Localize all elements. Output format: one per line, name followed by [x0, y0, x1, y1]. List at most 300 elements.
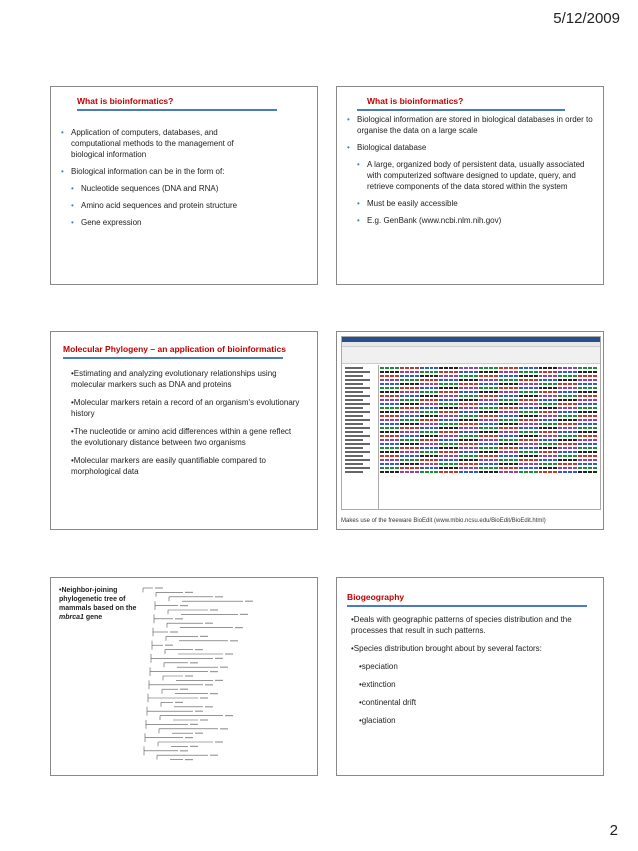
residue-block	[504, 419, 508, 421]
residue-block	[563, 439, 567, 441]
sub-bullet-item: • Amino acid sequences and protein structure	[71, 200, 261, 211]
residue-block	[583, 427, 587, 429]
residue-block	[434, 427, 438, 429]
residue-block	[534, 367, 538, 369]
sequence-name-row	[345, 463, 363, 465]
residue-block	[514, 427, 518, 429]
residue-block	[494, 419, 498, 421]
residue-block	[534, 447, 538, 449]
title-underline	[347, 605, 587, 607]
residue-block	[449, 415, 453, 417]
residue-block	[494, 415, 498, 417]
residue-block	[425, 387, 429, 389]
residue-block	[548, 375, 552, 377]
sequence-row	[380, 439, 598, 441]
residue-block	[548, 435, 552, 437]
residue-block	[593, 467, 597, 469]
residue-block	[425, 439, 429, 441]
residue-block	[534, 399, 538, 401]
residue-block	[548, 431, 552, 433]
residue-block	[568, 399, 572, 401]
residue-block	[390, 435, 394, 437]
residue-block	[400, 403, 404, 405]
residue-block	[539, 403, 543, 405]
residue-block	[405, 371, 409, 373]
residue-block	[563, 387, 567, 389]
residue-block	[434, 463, 438, 465]
residue-block	[484, 455, 488, 457]
residue-block	[529, 463, 533, 465]
residue-block	[519, 383, 523, 385]
residue-block	[464, 403, 468, 405]
sequence-name-row	[345, 435, 370, 437]
residue-block	[514, 447, 518, 449]
residue-block	[534, 467, 538, 469]
residue-block	[558, 463, 562, 465]
residue-block	[439, 383, 443, 385]
residue-block	[524, 371, 528, 373]
residue-block	[534, 403, 538, 405]
residue-block	[484, 471, 488, 473]
residue-block	[573, 459, 577, 461]
residue-block	[514, 423, 518, 425]
residue-block	[553, 435, 557, 437]
residue-block	[543, 375, 547, 377]
residue-block	[479, 391, 483, 393]
residue-block	[553, 411, 557, 413]
slide-what-is-bioinformatics-1	[50, 86, 318, 285]
residue-block	[469, 467, 473, 469]
residue-block	[553, 439, 557, 441]
residue-block	[464, 407, 468, 409]
residue-block	[439, 431, 443, 433]
residue-block	[439, 375, 443, 377]
residue-block	[385, 411, 389, 413]
residue-block	[593, 387, 597, 389]
residue-block	[558, 407, 562, 409]
residue-block	[529, 407, 533, 409]
residue-block	[529, 399, 533, 401]
residue-block	[430, 395, 434, 397]
residue-block	[548, 451, 552, 453]
residue-block	[568, 387, 572, 389]
residue-block	[568, 471, 572, 473]
residue-block	[395, 371, 399, 373]
residue-block	[588, 459, 592, 461]
residue-block	[434, 459, 438, 461]
residue-block	[454, 367, 458, 369]
residue-block	[499, 375, 503, 377]
residue-block	[405, 451, 409, 453]
residue-block	[563, 383, 567, 385]
residue-block	[474, 407, 478, 409]
residue-block	[469, 447, 473, 449]
residue-block	[543, 411, 547, 413]
residue-block	[514, 383, 518, 385]
residue-block	[543, 451, 547, 453]
residue-block	[454, 379, 458, 381]
residue-block	[529, 459, 533, 461]
residue-block	[400, 375, 404, 377]
residue-block	[479, 419, 483, 421]
residue-block	[573, 451, 577, 453]
residue-block	[529, 435, 533, 437]
residue-block	[563, 407, 567, 409]
residue-block	[395, 395, 399, 397]
residue-block	[434, 455, 438, 457]
residue-block	[415, 435, 419, 437]
residue-block	[434, 443, 438, 445]
residue-block	[539, 427, 543, 429]
residue-block	[499, 387, 503, 389]
residue-block	[464, 371, 468, 373]
residue-block	[469, 471, 473, 473]
residue-block	[444, 451, 448, 453]
residue-block	[415, 371, 419, 373]
sequence-row	[380, 391, 598, 393]
title-underline	[77, 109, 277, 111]
sequence-name-row	[345, 471, 363, 473]
residue-block	[568, 419, 572, 421]
residue-block	[548, 415, 552, 417]
residue-block	[469, 371, 473, 373]
residue-block	[390, 427, 394, 429]
residue-block	[449, 403, 453, 405]
residue-block	[434, 435, 438, 437]
residue-block	[454, 459, 458, 461]
residue-block	[479, 383, 483, 385]
residue-block	[583, 387, 587, 389]
residue-block	[385, 459, 389, 461]
residue-block	[474, 391, 478, 393]
residue-block	[509, 375, 513, 377]
residue-block	[400, 467, 404, 469]
residue-block	[469, 435, 473, 437]
residue-block	[434, 403, 438, 405]
residue-block	[519, 407, 523, 409]
residue-block	[479, 371, 483, 373]
residue-block	[558, 367, 562, 369]
residue-block	[444, 379, 448, 381]
residue-block	[425, 423, 429, 425]
residue-block	[499, 367, 503, 369]
residue-block	[430, 443, 434, 445]
residue-block	[395, 423, 399, 425]
residue-block	[593, 415, 597, 417]
residue-block	[400, 435, 404, 437]
residue-block	[524, 431, 528, 433]
residue-block	[434, 411, 438, 413]
residue-block	[539, 435, 543, 437]
residue-block	[499, 407, 503, 409]
residue-block	[425, 459, 429, 461]
residue-block	[390, 463, 394, 465]
residue-block	[425, 403, 429, 405]
residue-block	[494, 471, 498, 473]
bioedit-alignment-image	[341, 336, 601, 510]
residue-block	[534, 395, 538, 397]
residue-block	[469, 427, 473, 429]
residue-block	[509, 431, 513, 433]
residue-block	[534, 427, 538, 429]
residue-block	[385, 427, 389, 429]
residue-block	[395, 411, 399, 413]
residue-block	[524, 391, 528, 393]
residue-block	[474, 387, 478, 389]
residue-block	[439, 411, 443, 413]
residue-block	[534, 459, 538, 461]
residue-block	[548, 419, 552, 421]
bullet-item: • Biological information are stored in biological databases in order to organise the data on a large scale	[347, 114, 599, 136]
residue-block	[499, 459, 503, 461]
residue-block	[593, 407, 597, 409]
residue-block	[514, 371, 518, 373]
residue-block	[434, 423, 438, 425]
residue-block	[534, 431, 538, 433]
residue-block	[553, 459, 557, 461]
sequence-row	[380, 383, 598, 385]
residue-block	[444, 431, 448, 433]
sequence-row	[380, 459, 598, 461]
residue-block	[529, 451, 533, 453]
residue-block	[434, 451, 438, 453]
residue-block	[573, 391, 577, 393]
residue-block	[400, 423, 404, 425]
residue-block	[588, 463, 592, 465]
residue-block	[385, 407, 389, 409]
residue-block	[504, 383, 508, 385]
residue-block	[573, 435, 577, 437]
residue-block	[380, 403, 384, 405]
residue-block	[578, 447, 582, 449]
residue-block	[593, 403, 597, 405]
residue-block	[410, 455, 414, 457]
residue-block	[449, 443, 453, 445]
residue-block	[380, 427, 384, 429]
residue-block	[484, 435, 488, 437]
residue-block	[474, 379, 478, 381]
slide-molecular-phylogeny	[50, 331, 318, 530]
residue-block	[385, 399, 389, 401]
residue-block	[543, 371, 547, 373]
residue-block	[539, 407, 543, 409]
residue-block	[529, 391, 533, 393]
residue-block	[439, 391, 443, 393]
residue-block	[410, 383, 414, 385]
residue-block	[469, 443, 473, 445]
residue-block	[514, 379, 518, 381]
residue-block	[449, 375, 453, 377]
residue-block	[539, 423, 543, 425]
residue-block	[395, 407, 399, 409]
residue-block	[380, 407, 384, 409]
residue-block	[524, 451, 528, 453]
residue-block	[524, 423, 528, 425]
residue-block	[430, 419, 434, 421]
residue-block	[534, 435, 538, 437]
residue-block	[420, 407, 424, 409]
residue-block	[499, 451, 503, 453]
paragraph: •Molecular markers are easily quantifiable compared to morphological data	[71, 456, 266, 476]
residue-block	[583, 379, 587, 381]
residue-block	[524, 379, 528, 381]
residue-block	[415, 403, 419, 405]
sequence-name-row	[345, 371, 370, 373]
residue-block	[573, 423, 577, 425]
residue-block	[563, 411, 567, 413]
residue-block	[578, 383, 582, 385]
sequence-row	[380, 471, 598, 473]
residue-block	[385, 367, 389, 369]
residue-block	[524, 407, 528, 409]
residue-block	[484, 407, 488, 409]
residue-block	[548, 391, 552, 393]
residue-block	[548, 455, 552, 457]
residue-block	[405, 411, 409, 413]
residue-block	[499, 463, 503, 465]
residue-block	[494, 431, 498, 433]
residue-block	[415, 423, 419, 425]
residue-block	[405, 395, 409, 397]
residue-block	[519, 431, 523, 433]
residue-block	[420, 451, 424, 453]
residue-block	[539, 391, 543, 393]
sequence-name-row	[345, 447, 363, 449]
residue-block	[420, 383, 424, 385]
residue-block	[583, 415, 587, 417]
residue-block	[459, 379, 463, 381]
residue-block	[420, 399, 424, 401]
residue-block	[395, 387, 399, 389]
residue-block	[385, 451, 389, 453]
residue-block	[444, 407, 448, 409]
slide-title: What is bioinformatics?	[367, 96, 464, 106]
residue-block	[494, 379, 498, 381]
sub-bullet-item: • Must be easily accessible	[357, 198, 599, 209]
page-number: 2	[609, 822, 618, 839]
residue-block	[479, 451, 483, 453]
residue-block	[529, 455, 533, 457]
residue-block	[553, 455, 557, 457]
residue-block	[420, 379, 424, 381]
residue-block	[430, 407, 434, 409]
residue-block	[534, 415, 538, 417]
residue-block	[514, 431, 518, 433]
residue-block	[504, 471, 508, 473]
residue-block	[588, 451, 592, 453]
residue-block	[494, 391, 498, 393]
residue-block	[563, 395, 567, 397]
residue-block	[568, 383, 572, 385]
residue-block	[583, 371, 587, 373]
residue-block	[430, 423, 434, 425]
residue-block	[380, 379, 384, 381]
residue-block	[469, 463, 473, 465]
residue-block	[464, 431, 468, 433]
residue-block	[573, 375, 577, 377]
residue-block	[449, 383, 453, 385]
residue-block	[444, 463, 448, 465]
residue-block	[573, 403, 577, 405]
residue-block	[543, 447, 547, 449]
residue-block	[548, 443, 552, 445]
residue-block	[400, 451, 404, 453]
residue-block	[479, 459, 483, 461]
residue-block	[494, 455, 498, 457]
residue-block	[534, 391, 538, 393]
residue-block	[558, 455, 562, 457]
residue-block	[524, 435, 528, 437]
residue-block	[420, 419, 424, 421]
residue-block	[514, 467, 518, 469]
residue-block	[519, 423, 523, 425]
residue-block	[400, 439, 404, 441]
paragraph: •The nucleotide or amino acid differences within a gene reflect the evolutionary distance between two organisms	[71, 427, 292, 447]
residue-block	[509, 463, 513, 465]
residue-block	[390, 367, 394, 369]
residue-block	[459, 415, 463, 417]
residue-block	[568, 467, 572, 469]
window-toolbar	[342, 347, 600, 364]
residue-block	[539, 395, 543, 397]
residue-block	[568, 431, 572, 433]
residue-block	[573, 411, 577, 413]
residue-block	[504, 443, 508, 445]
residue-block	[534, 387, 538, 389]
residue-block	[504, 451, 508, 453]
residue-block	[449, 467, 453, 469]
residue-block	[534, 443, 538, 445]
residue-block	[425, 411, 429, 413]
residue-block	[395, 467, 399, 469]
residue-block	[395, 459, 399, 461]
residue-block	[385, 375, 389, 377]
residue-block	[563, 471, 567, 473]
residue-block	[543, 471, 547, 473]
residue-block	[474, 415, 478, 417]
residue-block	[588, 387, 592, 389]
residue-block	[380, 463, 384, 465]
residue-block	[390, 459, 394, 461]
residue-block	[380, 399, 384, 401]
residue-block	[425, 451, 429, 453]
residue-block	[484, 371, 488, 373]
residue-block	[479, 431, 483, 433]
residue-block	[439, 423, 443, 425]
residue-block	[400, 411, 404, 413]
residue-block	[444, 471, 448, 473]
residue-block	[405, 427, 409, 429]
residue-block	[380, 415, 384, 417]
residue-block	[459, 399, 463, 401]
residue-block	[385, 387, 389, 389]
residue-block	[484, 459, 488, 461]
residue-block	[489, 463, 493, 465]
residue-block	[420, 443, 424, 445]
residue-block	[430, 367, 434, 369]
residue-block	[539, 471, 543, 473]
residue-block	[469, 439, 473, 441]
residue-block	[568, 391, 572, 393]
residue-block	[380, 411, 384, 413]
residue-block	[563, 431, 567, 433]
residue-block	[459, 375, 463, 377]
residue-block	[405, 439, 409, 441]
residue-block	[464, 427, 468, 429]
residue-block	[484, 451, 488, 453]
residue-block	[568, 443, 572, 445]
residue-block	[568, 463, 572, 465]
